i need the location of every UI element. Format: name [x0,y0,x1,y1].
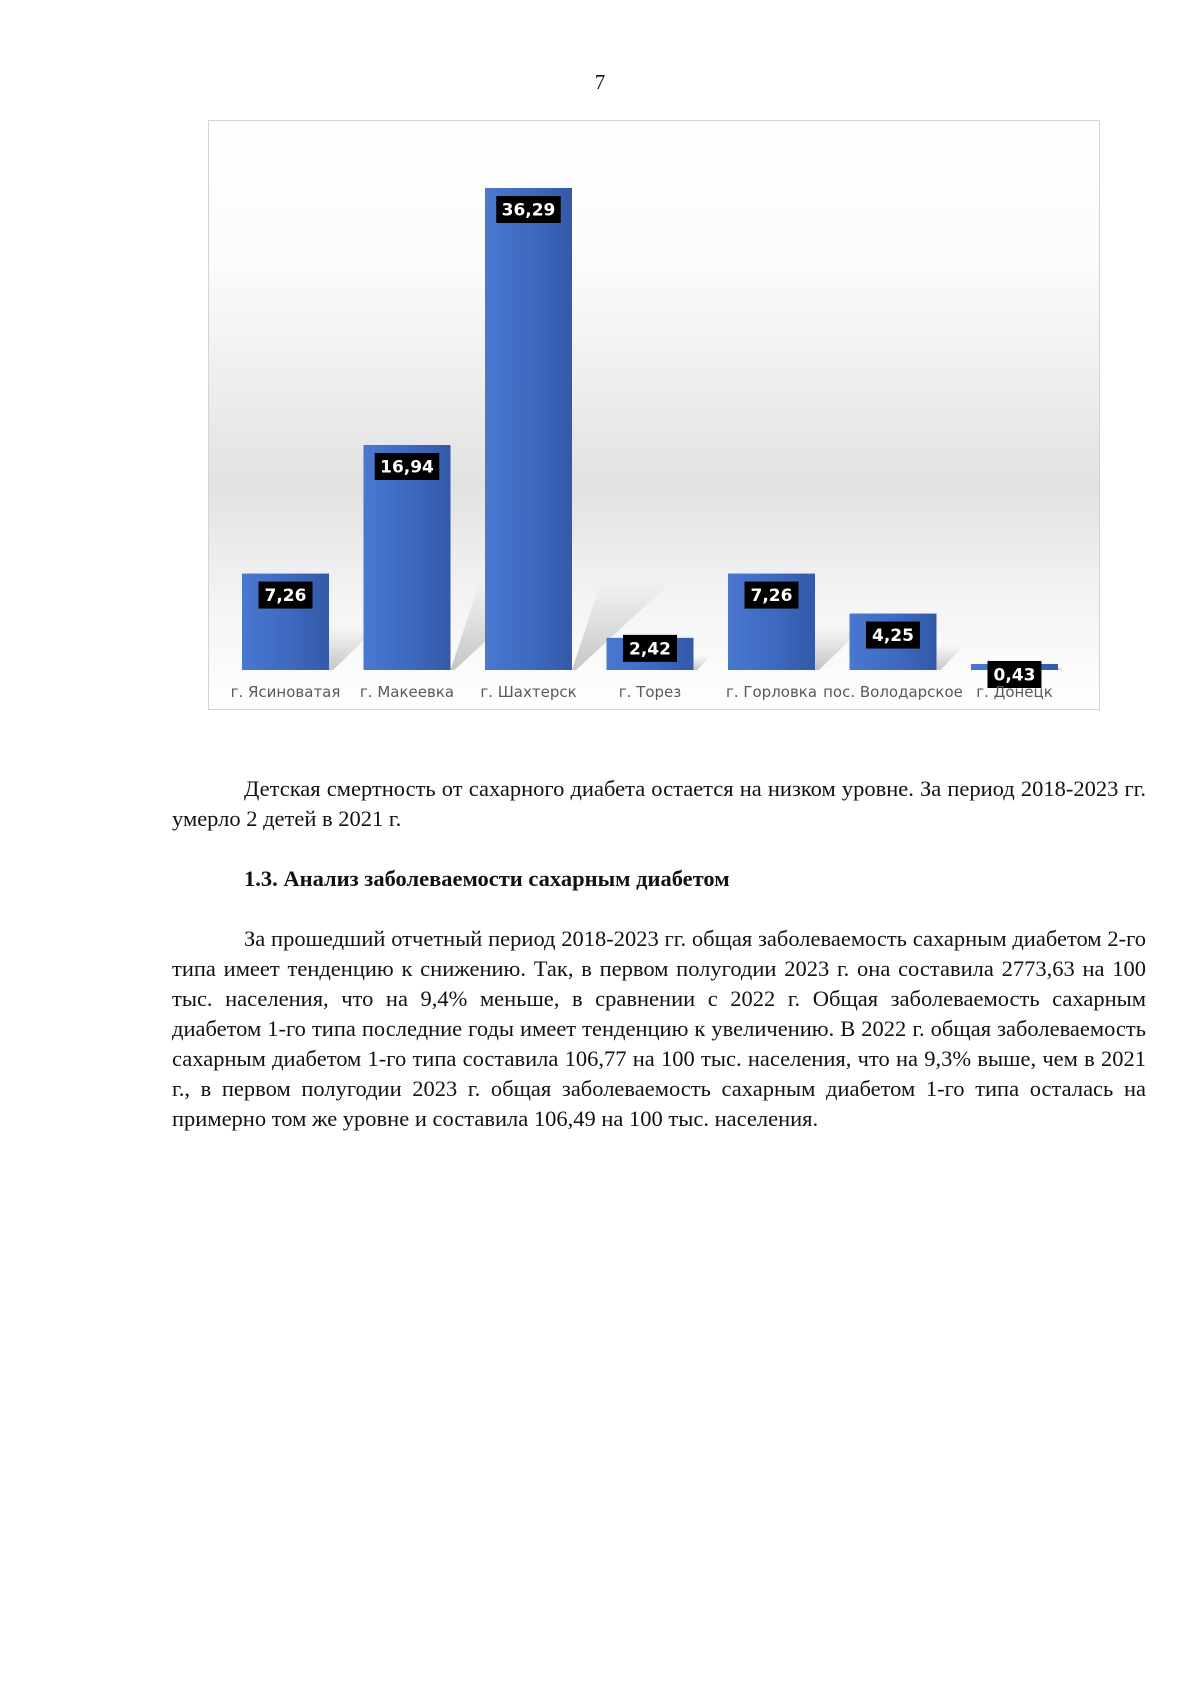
data-label: 7,26 [264,586,307,607]
data-label: 4,25 [872,626,914,647]
category-label: г. Шахтерск [480,683,577,701]
bar [485,188,572,670]
category-label: г. Макеевка [359,683,455,701]
paragraph-child-mortality [172,774,1146,834]
data-label: 16,94 [380,457,434,478]
category-label: пос. Володарское [823,683,963,701]
paragraph-1-text: Детская смертность от сахарного диабета остается на низком уровне. За период 2018-2023 гг. умерло 2 детей в 2021 г. [172,776,1146,831]
section-heading: 1.3. Анализ заболеваемости сахарным диабетом [244,866,730,891]
data-label: 7,26 [750,586,793,607]
data-label: 36,29 [501,200,556,221]
paragraph-morbidity [172,924,1146,1134]
category-label: г. Донецк [976,683,1053,701]
category-label: г. Горловка [725,683,818,701]
category-label: г. Ясиноватая [230,683,341,701]
data-label: 2,42 [629,639,671,660]
bar-chart [208,120,1100,710]
category-label: г. Торез [618,683,682,701]
page-number: 7 [594,70,606,94]
paragraph-2-text: За прошедший отчетный период 2018-2023 гг. общая заболеваемость сахарным диабетом 2-го типа имеет тенденцию к снижению. Так, в первом полугодии 2023 г. она составила 2773,63 на 100 тыс. населения, что на 9,4% меньше, в сравнении с 2022 г. Общая заболеваемость сахарным диабетом 1-го типа последние годы имеет тенденцию к увеличению. В 2022 г. общая заболеваемость сахарным диабетом 1-го типа составила 106,77 на 100 тыс. населения, что на 9,3% выше, чем в 2021 г., в первом полугодии 2023 г. общая заболеваемость сахарным диабетом 1-го типа осталась на примерно том же уровне и составила 106,49 на 100 тыс. населения. [172,926,1146,1131]
chart-canvas [209,121,1101,711]
data-label: 0,43 [993,665,1036,686]
